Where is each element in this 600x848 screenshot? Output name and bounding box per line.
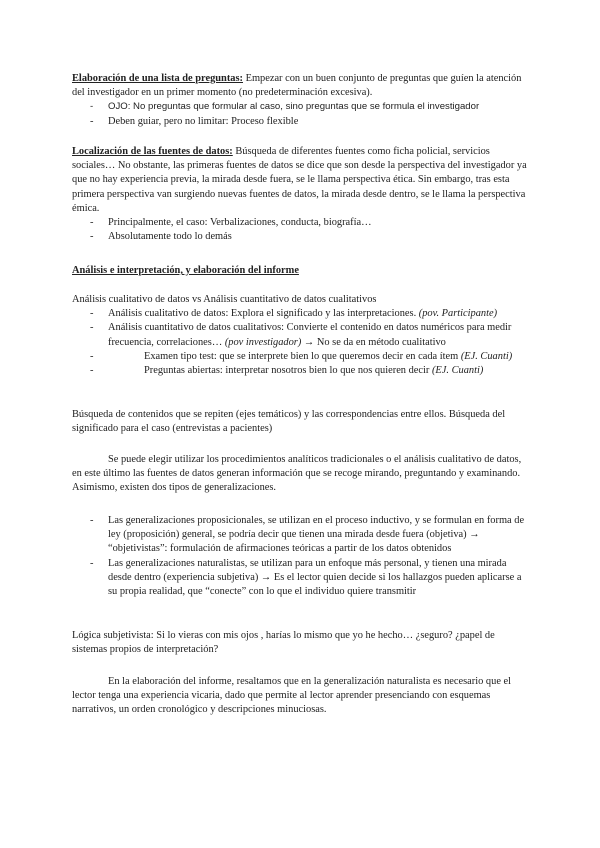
bullet-list [72,514,528,599]
section-analisis [72,264,528,278]
bullet-list [72,216,528,244]
paragraph-busqueda [72,408,528,436]
paragraph: Búsqueda de contenidos que se repiten (ejes temáticos) y las correspondencias entre ellos. Búsqueda del significado para el caso (entrevistas a pacientes) [72,409,506,435]
generalizaciones-block [72,514,528,599]
paragraph [72,72,528,100]
list-item: - Principalmente, el caso: Verbalizaciones, conducta, biografía… [72,216,528,230]
paragraph: Lógica subjetivista: Si lo vieras con mis ojos , harías lo mismo que yo he hecho… ¿seguro? ¿papel de sistemas propios de interpretación? [72,630,495,656]
section-heading: Elaboración de una lista de preguntas: [72,73,243,84]
sub-list-item-note: (EJ. Cuanti) [431,365,484,377]
list-item-tail: → No se da en método cualitativo [301,336,446,348]
list-item-text: Análisis cualitativo de datos: Explora el significado y las interpretaciones. [108,308,419,320]
sub-list-item [72,364,528,378]
sub-list-item [72,350,528,364]
paragraph [72,145,528,216]
sub-list-item-text: Preguntas abiertas: interpretar nosotros bien lo que nos quieren decir [144,365,432,377]
list-item-note: (pov investigador) [224,336,302,348]
list-item: - Las generalizaciones proposicionales, se utilizan en el proceso inductivo, y se formulan en forma de ley (proposición) general, se podría decir que tienen una mirada desde fuera (objetiva) → “objetivistas”: formulación de afirmaciones teóricas a partir de los datos obtenidos [72,514,528,557]
paragraph-procedimientos [72,453,528,496]
bullet-list [72,307,528,378]
section-fuentes-datos [72,145,528,244]
list-item: - Deben guiar, pero no limitar: Proceso flexible [72,115,528,129]
sub-list-item-text: Examen tipo test: que se interprete bien lo que queremos decir en cada ítem [144,350,461,362]
list-item: - Las generalizaciones naturalistas, se utilizan para un enfoque más personal, y tienen una mirada desde dentro (experiencia subjetiva) → Es el lector quien decide si los hallazgos pueden aplicarse a su propia realidad, que “conecte” con lo que el individuo quiere transmitir [72,557,528,600]
paragraph-informe [72,675,528,718]
list-item-note: (pov. Participante) [418,308,498,320]
section-lista-preguntas [72,72,528,129]
list-item [72,307,528,321]
list-item [72,321,528,378]
list-item: - OJO: No preguntas que formular al caso, sino preguntas que se formula el investigador [72,100,528,114]
section-heading: Localización de las fuentes de datos: [72,146,233,157]
section-heading: Análisis e interpretación, y elaboración del informe [72,265,299,276]
paragraph: En la elaboración del informe, resaltamos que en la generalización naturalista es necesario que el lector tenga una experiencia vicaria, dado que permite al lector aprender presenciando con esquemas narrativos, un orden cronológico y descripciones minuciosas. [72,676,512,716]
paragraph-text: Búsqueda de diferentes fuentes como ficha policial, servicios sociales… No obstante, las primeras fuentes de datos se dice que son desde la perspectiva del investigador ya que no hay experiencia previa, la mirada desde fuera, se le llama perspectiva ética. Sin embargo, tras esta primera perspectiva van surgiendo nuevas fuentes de datos, la mirada desde dentro, se le llama la perspectiva émica. [72,146,527,214]
paragraph-text: Empezar con un buen conjunto de preguntas que guíen la atención del investigador en un primer momento (no predeterminación excesiva). [72,73,522,99]
list-item-text: Análisis cuantitativo de datos cualitativos: Convierte el contenido en datos numéricos para medir frecuencia, correlaciones… [108,322,512,348]
analisis-list-block [72,293,528,378]
paragraph: Análisis cualitativo de datos vs Análisis cuantitativo de datos cualitativos [72,294,377,305]
paragraph-logica [72,629,528,657]
sub-bullet-list [72,350,528,378]
bullet-list [72,100,528,128]
list-item: - Absolutamente todo lo demás [72,230,528,244]
sub-list-item-note: (EJ. Cuanti) [460,350,513,362]
paragraph: Se puede elegir utilizar los procedimientos analíticos tradicionales o el análisis cualitativo de datos, en este último las fuentes de datos generan información que se recoge mirando, preguntando y examinando. Asimismo, existen dos tipos de generalizaciones. [72,454,522,494]
